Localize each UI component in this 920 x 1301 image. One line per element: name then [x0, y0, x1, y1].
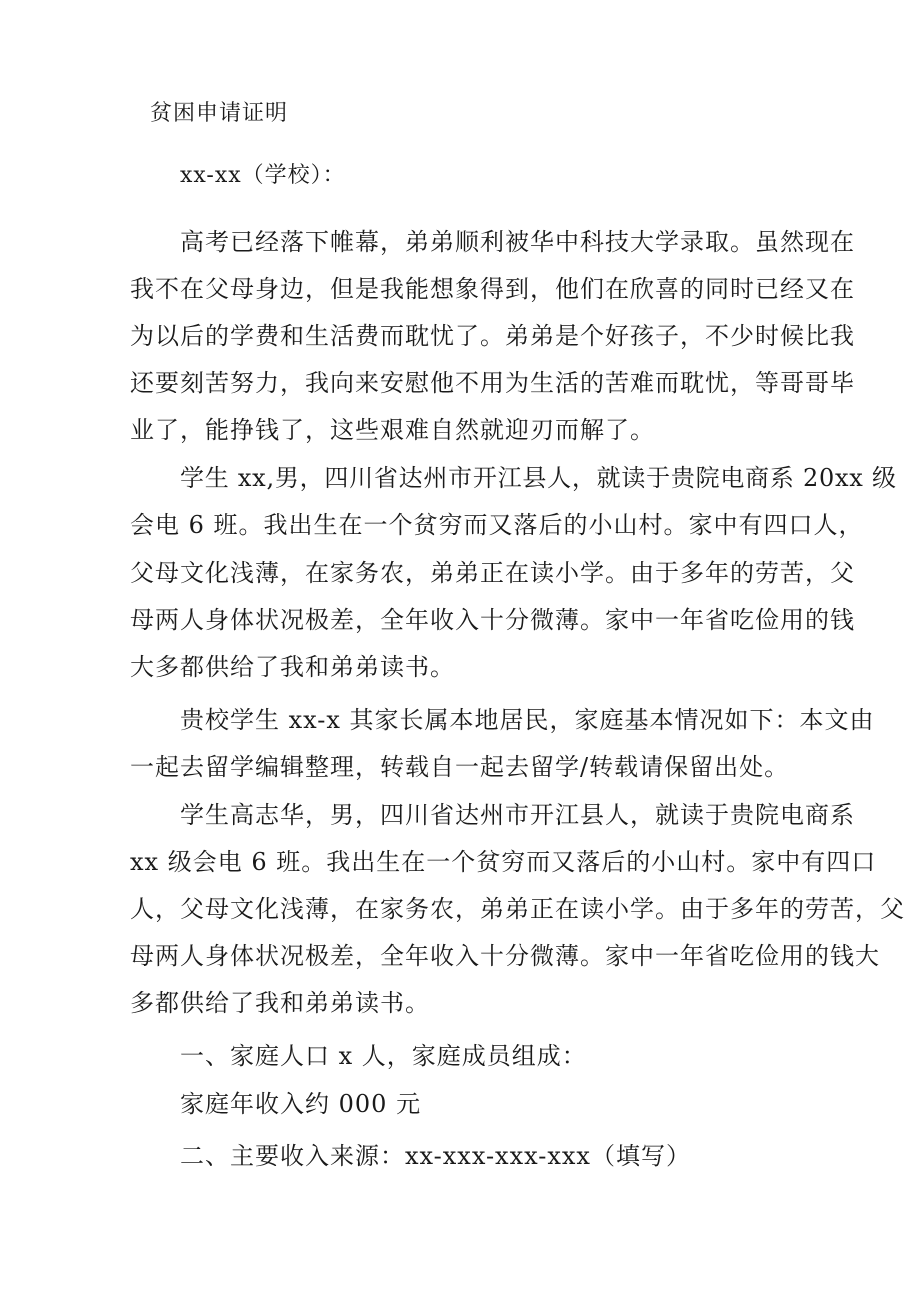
- paragraph-1-line-3: 为以后的学费和生活费而耽忧了。弟弟是个好孩子，不少时候比我: [130, 322, 855, 350]
- paragraph-3-line-2: 一起去留学编辑整理，转载自一起去留学/转载请保留出处。: [130, 753, 790, 781]
- paragraph-2-line-5: 大多都供给了我和弟弟读书。: [130, 653, 455, 681]
- document-title: 贫困申请证明: [150, 101, 289, 126]
- paragraph-2-line-2: 会电 6 班。我出生在一个贫穷而又落后的小山村。家中有四口人，: [130, 511, 864, 539]
- paragraph-4-line-4: 母两人身体状况极差，全年收入十分微薄。家中一年省吃俭用的钱大: [130, 942, 880, 970]
- salutation: xx-xx（学校）：: [180, 163, 346, 188]
- paragraph-2-line-1: 学生 xx,男，四川省达州市开江县人，就读于贵院电商系 20xx 级: [180, 464, 897, 492]
- paragraph-3-line-1: 贵校学生 xx-x 其家长属本地居民，家庭基本情况如下：本文由: [180, 706, 875, 734]
- paragraph-1-line-2: 我不在父母身边，但是我能想象得到，他们在欣喜的同时已经又在: [130, 275, 855, 303]
- income-source-item: 二、主要收入来源：xx-xxx-xxx-xxx（填写）: [180, 1142, 691, 1170]
- annual-income-line: 家庭年收入约 000 元: [180, 1090, 422, 1118]
- paragraph-4-line-3: 人，父母文化浅薄，在家务农，弟弟正在读小学。由于多年的劳苦，父: [130, 895, 905, 923]
- paragraph-2-line-4: 母两人身体状况极差，全年收入十分微薄。家中一年省吃俭用的钱: [130, 606, 855, 634]
- paragraph-4-line-1: 学生高志华，男，四川省达州市开江县人，就读于贵院电商系: [180, 801, 855, 829]
- paragraph-4-line-5: 多都供给了我和弟弟读书。: [130, 989, 430, 1017]
- paragraph-1-line-4: 还要刻苦努力，我向来安慰他不用为生活的苦难而耽忧，等哥哥毕: [130, 369, 855, 397]
- paragraph-1-line-1: 高考已经落下帷幕，弟弟顺利被华中科技大学录取。虽然现在: [180, 228, 855, 256]
- family-population-item: 一、家庭人口 x 人，家庭成员组成：: [180, 1042, 587, 1070]
- paragraph-2-line-3: 父母文化浅薄，在家务农，弟弟正在读小学。由于多年的劳苦，父: [130, 559, 855, 587]
- paragraph-1-line-5: 业了，能挣钱了，这些艰难自然就迎刃而解了。: [130, 416, 655, 444]
- paragraph-4-line-2: xx 级会电 6 班。我出生在一个贫穷而又落后的小山村。家中有四口: [130, 848, 877, 876]
